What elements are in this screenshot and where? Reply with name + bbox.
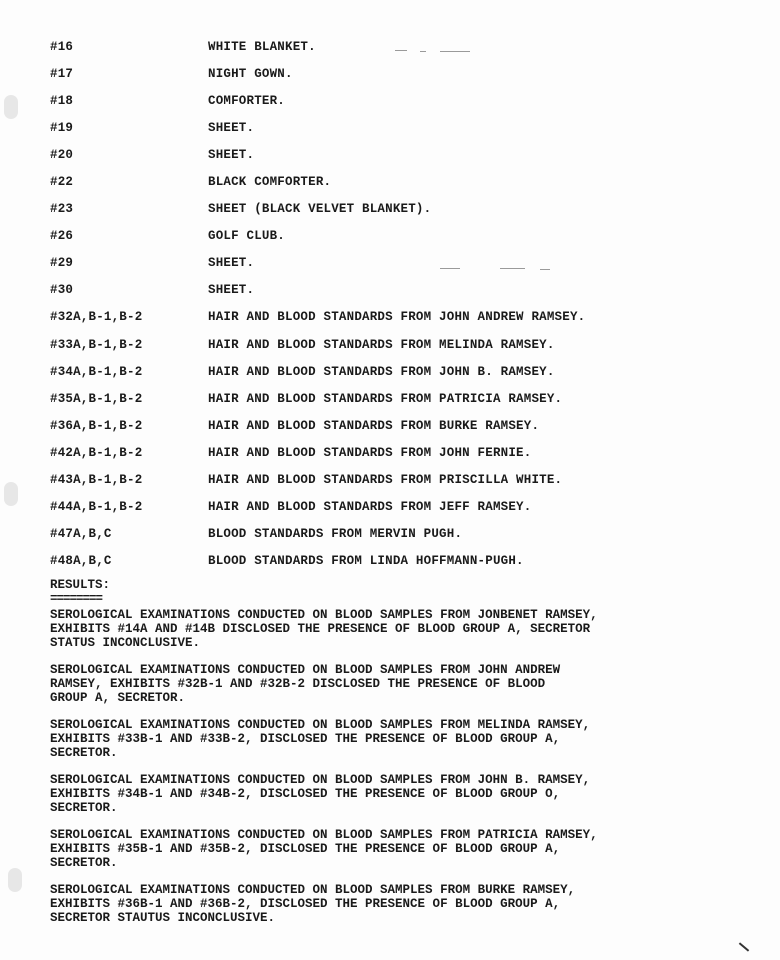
scan-blot (8, 868, 22, 892)
exhibit-description: HAIR AND BLOOD STANDARDS FROM JEFF RAMSEY. (208, 500, 532, 515)
exhibit-row (50, 385, 750, 412)
exhibit-id: #30 (50, 283, 74, 298)
exhibit-description: BLOOD STANDARDS FROM LINDA HOFFMANN-PUGH. (208, 554, 524, 569)
exhibit-id: #43A,B-1,B-2 (50, 473, 143, 488)
exhibit-id: #26 (50, 229, 74, 244)
exhibit-id: #18 (50, 93, 74, 108)
scan-speck (540, 269, 550, 270)
exhibit-description: NIGHT GOWN. (208, 66, 293, 81)
exhibit-id: #17 (50, 66, 74, 81)
exhibit-row (50, 141, 750, 168)
exhibit-description: WHITE BLANKET. (208, 39, 316, 54)
exhibit-id: #44A,B-1,B-2 (50, 500, 143, 515)
result-paragraph: SEROLOGICAL EXAMINATIONS CONDUCTED ON BLOOD SAMPLES FROM BURKE RAMSEY, EXHIBITS #36B-1 AND #36B-2, DISCLOSED THE PRESENCE OF BLOOD GROUP A, SECRETOR STAUTUS INCONCLUSIVE. (50, 883, 576, 925)
exhibit-description: BLACK COMFORTER. (208, 175, 332, 190)
results-heading: RESULTS: (50, 578, 111, 592)
exhibit-row (50, 196, 750, 223)
exhibit-description: HAIR AND BLOOD STANDARDS FROM PATRICIA RAMSEY. (208, 391, 563, 406)
exhibit-id: #42A,B-1,B-2 (50, 445, 143, 460)
result-paragraph: SEROLOGICAL EXAMINATIONS CONDUCTED ON BLOOD SAMPLES FROM JONBENET RAMSEY, EXHIBITS #14A AND #14B DISCLOSED THE PRESENCE OF BLOOD GROUP A, SECRETOR STATUS INCONCLUSIVE. (50, 608, 598, 650)
exhibit-row (50, 304, 750, 331)
exhibit-id: #19 (50, 120, 74, 135)
exhibit-id: #48A,B,C (50, 554, 112, 569)
scan-corner-mark (739, 942, 749, 951)
exhibit-description: HAIR AND BLOOD STANDARDS FROM MELINDA RAMSEY. (208, 337, 555, 352)
exhibit-id: #32A,B-1,B-2 (50, 310, 143, 325)
exhibit-description: HAIR AND BLOOD STANDARDS FROM JOHN ANDREW RAMSEY. (208, 310, 586, 325)
scan-speck (440, 51, 470, 52)
exhibit-id: #16 (50, 39, 74, 54)
exhibit-id: #33A,B-1,B-2 (50, 337, 143, 352)
scan-speck (420, 51, 426, 52)
exhibit-id: #36A,B-1,B-2 (50, 418, 143, 433)
exhibit-row (50, 439, 750, 466)
exhibit-description: HAIR AND BLOOD STANDARDS FROM JOHN B. RAMSEY. (208, 364, 555, 379)
results-underline: ======== (50, 592, 103, 606)
results-section (50, 578, 750, 938)
exhibit-row (50, 223, 750, 250)
exhibit-description: SHEET. (208, 256, 255, 271)
exhibit-row (50, 33, 750, 60)
exhibit-id: #22 (50, 175, 74, 190)
exhibit-row (50, 494, 750, 521)
result-paragraph: SEROLOGICAL EXAMINATIONS CONDUCTED ON BLOOD SAMPLES FROM JOHN B. RAMSEY, EXHIBITS #34B-1 AND #34B-2, DISCLOSED THE PRESENCE OF BLOOD GROUP O, SECRETOR. (50, 773, 591, 815)
exhibit-description: HAIR AND BLOOD STANDARDS FROM PRISCILLA WHITE. (208, 473, 563, 488)
scan-speck (395, 50, 407, 51)
exhibit-description: GOLF CLUB. (208, 229, 286, 244)
exhibit-row (50, 114, 750, 141)
exhibit-list (50, 33, 750, 575)
exhibit-description: SHEET (BLACK VELVET BLANKET). (208, 202, 432, 217)
exhibit-description: HAIR AND BLOOD STANDARDS FROM JOHN FERNIE. (208, 445, 532, 460)
exhibit-description: SHEET. (208, 283, 255, 298)
exhibit-id: #23 (50, 202, 74, 217)
exhibit-row (50, 87, 750, 114)
exhibit-row (50, 412, 750, 439)
exhibit-id: #20 (50, 147, 74, 162)
exhibit-id: #35A,B-1,B-2 (50, 391, 143, 406)
result-paragraph: SEROLOGICAL EXAMINATIONS CONDUCTED ON BLOOD SAMPLES FROM MELINDA RAMSEY, EXHIBITS #33B-1 AND #33B-2, DISCLOSED THE PRESENCE OF BLOOD GROUP A, SECRETOR. (50, 718, 591, 760)
exhibit-id: #34A,B-1,B-2 (50, 364, 143, 379)
exhibit-row (50, 60, 750, 87)
exhibit-description: BLOOD STANDARDS FROM MERVIN PUGH. (208, 527, 463, 542)
exhibit-row (50, 467, 750, 494)
exhibit-row (50, 358, 750, 385)
scan-blot (4, 95, 18, 119)
exhibit-row (50, 277, 750, 304)
exhibit-row (50, 250, 750, 277)
scan-speck (440, 268, 460, 269)
exhibit-row (50, 168, 750, 195)
result-paragraph: SEROLOGICAL EXAMINATIONS CONDUCTED ON BLOOD SAMPLES FROM PATRICIA RAMSEY, EXHIBITS #35B-1 AND #35B-2, DISCLOSED THE PRESENCE OF BLOOD GROUP A, SECRETOR. (50, 828, 598, 870)
exhibit-row (50, 521, 750, 548)
exhibit-description: SHEET. (208, 120, 255, 135)
scan-speck (500, 268, 525, 269)
scan-blot (4, 482, 18, 506)
exhibit-description: SHEET. (208, 147, 255, 162)
exhibit-row (50, 331, 750, 358)
exhibit-id: #47A,B,C (50, 527, 112, 542)
exhibit-description: COMFORTER. (208, 93, 286, 108)
exhibit-id: #29 (50, 256, 74, 271)
result-paragraph: SEROLOGICAL EXAMINATIONS CONDUCTED ON BLOOD SAMPLES FROM JOHN ANDREW RAMSEY, EXHIBITS #32B-1 AND #32B-2 DISCLOSED THE PRESENCE OF BLOOD GROUP A, SECRETOR. (50, 663, 561, 705)
exhibit-row (50, 548, 750, 575)
exhibit-description: HAIR AND BLOOD STANDARDS FROM BURKE RAMSEY. (208, 418, 540, 433)
